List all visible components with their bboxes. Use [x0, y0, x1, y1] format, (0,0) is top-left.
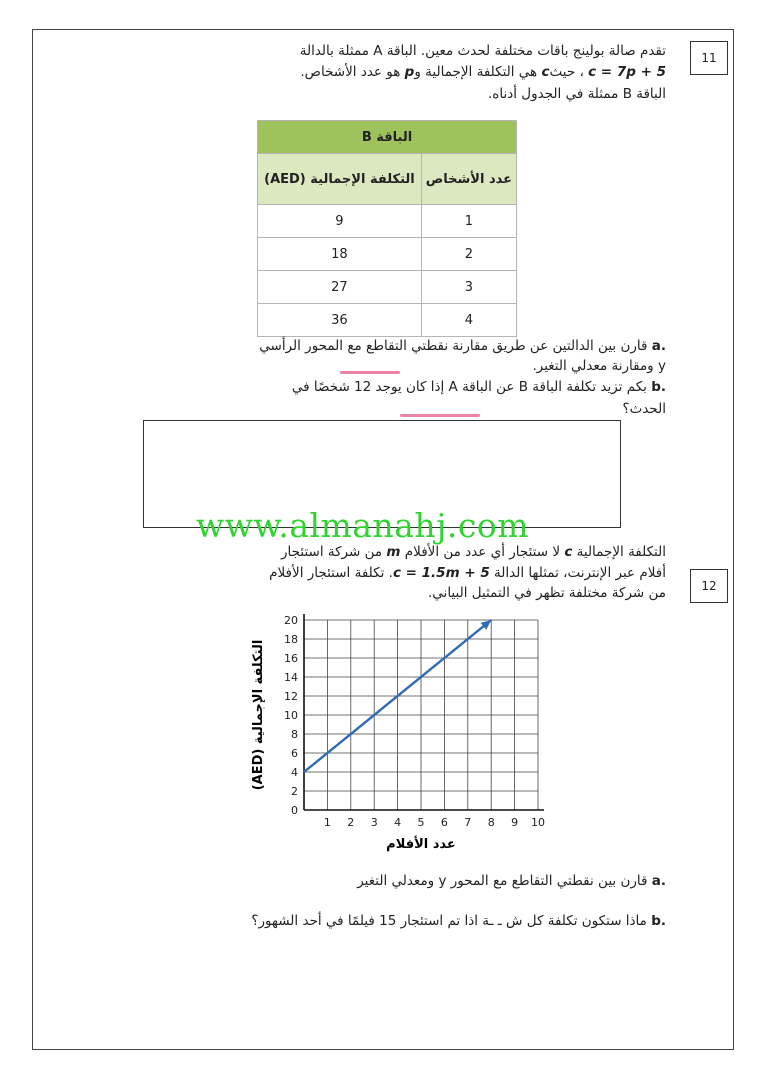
x-tick-label: 2	[347, 816, 355, 829]
y-tick-label: 18	[284, 633, 298, 646]
table-row	[258, 238, 517, 271]
x-tick-label: 7	[464, 816, 472, 829]
chart-grid	[304, 614, 544, 810]
table-row	[258, 205, 517, 238]
table-row	[258, 271, 517, 304]
q11-line3: الباقة B ممثلة في الجدول أدناه.	[488, 86, 666, 102]
part-a-label: a.	[651, 338, 666, 354]
question-number-11	[690, 41, 728, 75]
var-c: c	[564, 544, 573, 560]
cell-cost: 36	[258, 304, 422, 337]
x-tick-label: 10	[531, 816, 545, 829]
x-tick-label: 4	[394, 816, 402, 829]
part-a-text: قارن بين الدالتين عن طريق مقارنة نقطتي التقاطع مع المحور الرأسي	[259, 338, 652, 354]
question-number-text: 11	[701, 51, 717, 65]
cost-line-chart	[240, 612, 550, 860]
x-tick-label: 3	[370, 816, 378, 829]
red-scribble	[400, 414, 480, 417]
y-tick-label: 16	[284, 652, 298, 665]
cell-cost: 9	[258, 205, 422, 238]
q12-line2-text: أفلام عبر الإنترنت، تمثلها الدالة	[489, 565, 666, 581]
part-a-text: قارن بين نقطتي التقاطع مع المحور y ومعدلي التغير	[357, 873, 652, 889]
q12-line2	[106, 564, 666, 583]
q11-line2-text: ، حيث	[549, 64, 589, 80]
y-axis-label: التكلفة الإجمالية (AED)	[251, 639, 266, 791]
q12-line3: من شركة مختلفة تظهر في التمثيل البياني.	[428, 585, 666, 601]
cell-people: 1	[421, 205, 516, 238]
red-scribble	[340, 371, 400, 374]
q12-line1-mid: لا ستئجار أي عدد من الأفلام	[400, 544, 565, 560]
y-tick-label: 2	[291, 785, 298, 798]
x-tick-label: 1	[323, 816, 331, 829]
q11-part-b-line2: الحدث؟	[622, 401, 666, 417]
y-tick-label: 0	[291, 804, 298, 817]
cell-people: 2	[421, 238, 516, 271]
part-b-text: ماذا ستكون تكلفة كل ش ـ ـة اذا تم استئجار 15 فيلمًا في أحد الشهور؟	[251, 913, 652, 929]
x-tick-label: 9	[511, 816, 519, 829]
q11-part-b-line1	[106, 378, 666, 397]
table-title: الباقة B	[258, 121, 517, 154]
q11-part-a-line1	[106, 337, 666, 356]
q12-part-a	[106, 872, 666, 891]
y-tick-label: 4	[291, 766, 298, 779]
col-header-cost: التكلفة الإجمالية (AED)	[258, 154, 422, 205]
x-tick-label: 5	[417, 816, 425, 829]
package-b-table	[257, 120, 517, 337]
y-tick-label: 14	[284, 671, 298, 684]
cell-cost: 18	[258, 238, 422, 271]
y-tick-label: 6	[291, 747, 298, 760]
q11-line1	[106, 42, 666, 61]
part-a-label: a.	[651, 873, 666, 889]
var-p: p	[404, 64, 415, 80]
y-tick-label: 10	[284, 709, 298, 722]
y-tick-label: 20	[284, 614, 298, 627]
q11-formula: c = 7p + 5	[588, 64, 666, 80]
x-tick-label: 6	[440, 816, 448, 829]
cell-cost: 27	[258, 271, 422, 304]
cell-people: 4	[421, 304, 516, 337]
q11-line1-end: ممثلة بالدالة	[299, 43, 374, 59]
cell-people: 3	[421, 271, 516, 304]
part-b-label: b.	[651, 379, 666, 395]
y-tick-label: 12	[284, 690, 298, 703]
q11-line2	[106, 63, 666, 82]
col-header-people: عدد الأشخاص	[421, 154, 516, 205]
x-tick-label: 8	[487, 816, 495, 829]
table-row	[258, 304, 517, 337]
q12-line1-text: التكلفة الإجمالية	[572, 544, 666, 560]
q11-part-a-line2: y ومقارنة معدلي التغير.	[532, 358, 666, 374]
question-number-text: 12	[701, 579, 717, 593]
q12-line1	[106, 543, 666, 562]
q11-line2-mid: هي التكلفة الإجمالية و	[414, 64, 542, 80]
watermark: www.almanahj.com	[196, 506, 530, 545]
q11-line1-text: تقدم صالة بولينج باقات مختلفة لحدث معين. الباقة	[382, 43, 666, 59]
part-b-label: b.	[651, 913, 666, 929]
x-axis-label: عدد الأفلام	[386, 837, 456, 852]
y-tick-label: 8	[291, 728, 298, 741]
q12-line1-end: من شركة استئجار	[281, 544, 387, 560]
q12-formula: c = 1.5m + 5	[392, 565, 490, 581]
chart-ticks	[284, 614, 545, 829]
question-number-12	[690, 569, 728, 603]
var-c: c	[541, 64, 550, 80]
var-m: m	[386, 544, 401, 560]
q11-line2-end: هو عدد الأشخاص.	[300, 64, 405, 80]
package-a-label: A	[373, 43, 383, 59]
q12-line2-end: . تكلفة استئجار الأفلام	[269, 565, 393, 581]
q12-part-b	[106, 912, 666, 931]
part-b-text: بكم تزيد تكلفة الباقة B عن الباقة A إذا كان يوجد 12 شخصًا في	[291, 379, 652, 395]
